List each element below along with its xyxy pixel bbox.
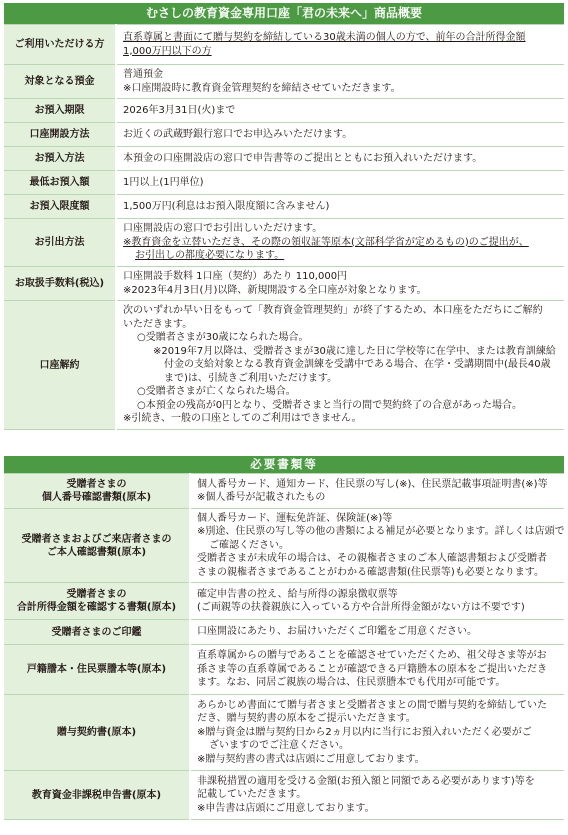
value-line: ご確認ください。 [209,539,289,551]
row-label-deposit-limit: お預入限度額 [4,195,116,219]
value-line: ※申告書は店頭にご用意しております。 [197,802,375,814]
table-row [4,147,564,171]
row-label-minimum-deposit: 最低お預入額 [4,171,116,195]
value-line: ※贈与資金は贈与契約日から2ヵ月以内に当行にお預入れいただく必要がご [197,726,532,738]
row-value-gift-contract [190,695,564,771]
row-label-identity-doc [4,509,190,583]
label-line: 受贈者さまの [66,479,127,490]
value-line: ○受贈者さまが30歳になられた場合。 [137,332,309,344]
value-line: 個人番号カード、通知カード、住民票の写し(※)、住民票記載事項証明書(※)等 [197,478,548,490]
value-line: ※引続き、一般の口座としてのご利用はできません。 [123,413,362,425]
table-row [4,695,564,771]
table-row [4,474,564,509]
value-line: 本預金の口座開設店の窓口で申告書等のご提出とともにお預入れいただけます。 [123,152,483,164]
value-line: ※2019年7月以降は、受贈者さまが30歳に達した日に学校等に在学中、または教育訓練給 [153,345,556,357]
required-documents-table [4,473,564,820]
row-value-family-register [190,645,564,695]
value-line: ※2023年4月3日(月)以降、新規開設する全口座が対象となります。 [123,284,427,296]
value-line: お引出しの都度必要になります。 [135,250,285,262]
row-value-income-doc [190,583,564,620]
row-label-eligibility: ご利用いただける方 [4,25,116,65]
value-line: ざいますのでご注意ください。 [209,740,349,752]
row-value-seal [190,620,564,645]
value-line: 2026年3月31日(火)まで [123,104,236,116]
row-value-deposit-method [116,147,564,171]
value-line: 口座開設店の窓口でお引出しいただけます。 [123,223,323,235]
row-label-withdrawal: お引出方法 [4,219,116,267]
required-documents-title: 必要書類等 [4,456,564,473]
value-line: さまの親権者さまであることがわかる確認書類(住民票等)も必要となります。 [197,566,545,578]
value-line: 孫さま等の直系尊属であることが確認できる戸籍謄本の原本をご提出いただき [197,663,547,675]
value-line: ます。なお、同居ご親族の場合は、住民票謄本でも代用が可能です。 [197,677,506,689]
row-value-identity-doc [190,509,564,583]
row-value-deposit-type [116,65,564,99]
row-label-fee: お取扱手数料(税込) [4,267,116,301]
value-line: 普通預金 [123,69,163,80]
product-overview-title: むさしの教育資金専用口座「君の未来へ」商品概要 [4,3,564,24]
value-line: 非課税措置の適用を受ける金額(お預入額と同額である必要があります)等を [197,775,535,787]
value-line: ※贈与契約書の書式は店頭にご用意しております。 [197,753,425,765]
row-value-opening-method [116,123,564,147]
table-row [4,509,564,583]
table-row [4,171,564,195]
row-label-income-doc [4,583,190,620]
label-line: ご本人確認書類(原本) [46,546,147,558]
table-row [4,123,564,147]
table-row [4,99,564,123]
table-row [4,583,564,620]
row-value-my-number-doc [190,474,564,509]
row-value-deposit-limit [116,195,564,219]
product-overview-table [4,24,564,430]
value-line: 直系尊属と書面にて贈与契約を締結している30歳未満の個人の方で、前年の合計所得金額 [123,32,526,43]
table-row [4,65,564,99]
row-label-my-number-doc [4,474,190,509]
required-documents-section [4,456,564,820]
value-line: ※教育資金を立替いただき、その際の領収証等原本(文部科学省が定めるもの)のご提出が、 [123,236,529,248]
value-line: 直系尊属からの贈与であることを確認させていただくため、祖父母さま等がお [197,650,547,662]
row-label-deposit-type: 対象となる預金 [4,65,116,99]
value-line: お近くの武蔵野銀行窓口でお申込みいただけます。 [123,128,353,140]
label-line: 贈与契約書(原本) [56,727,137,738]
value-line: ※別途、住民票の写し等の他の書類による補足が必要となります。詳しくは店頭で [197,526,565,538]
row-value-fee [116,267,564,301]
value-line: あらかじめ書面にて贈与者さまと受贈者さまとの間で贈与契約を締結していた [197,699,547,711]
row-label-cancellation: 口座解約 [4,301,116,430]
value-line: 次のいずれか早い日をもって「教育資金管理契約」が終了するため、本口座をただちにご解約 [123,305,543,317]
label-line: 受贈者さまおよびご来店者さまの [21,533,172,545]
row-label-deadline: お預入期限 [4,99,116,123]
value-line: 口座開設にあたり、お届けいただくご印鑑をご用意ください。 [197,626,477,638]
row-value-minimum-deposit [116,171,564,195]
label-line: 戸籍謄本・住民票謄本等(原本) [26,664,167,675]
value-line: (ご両親等の扶養親族に入っている方や合計所得金額がない方は不要です) [197,602,525,613]
table-row [4,301,564,430]
value-line: 確定申告書の控え、給与所得の源泉徴収票等 [197,588,398,600]
row-value-tax-exemption [190,771,564,820]
value-line: 記載していただきます。 [197,789,307,801]
table-row [4,219,564,267]
row-label-gift-contract [4,695,190,771]
row-label-tax-exemption [4,771,190,820]
table-row [4,645,564,695]
value-line: 1,000万円以下の方 [123,45,212,57]
table-row [4,267,564,301]
row-label-seal [4,620,190,645]
label-line: 受贈者さまの [66,589,127,600]
value-line: 個人番号カード、運転免許証、保険証(※)等 [197,512,393,524]
value-line: 口座開設手数料 1口座（契約）あたり 110,000円 [123,271,348,282]
value-line: ○受贈者さまが亡くなられた場合。 [137,386,296,398]
value-line: まで)は、引続きご利用いただけます。 [164,372,338,384]
value-line: 受贈者さまが未成年の場合は、その親権者さまのご本人確認書類および受贈者 [197,553,547,565]
value-line: ※個人番号が記載されたもの [197,492,326,503]
table-row [4,25,564,65]
row-value-withdrawal [116,219,564,267]
label-line: 個人番号確認書類(原本) [41,492,152,503]
row-value-deadline [116,99,564,123]
row-label-deposit-method: お預入方法 [4,147,116,171]
row-label-opening-method: 口座開設方法 [4,123,116,147]
value-line: いただきます。 [123,318,193,330]
table-row [4,195,564,219]
label-line: 合計所得金額を確認する書類(原本) [16,602,177,613]
label-line: 受贈者さまのご印鑑 [51,626,142,638]
row-label-family-register [4,645,190,695]
row-value-eligibility [116,25,564,65]
value-line: 付金の支給対象となる教育資金訓練を受講中である場合、在学・受講期間中(最長40歳 [164,359,551,371]
table-row [4,620,564,645]
row-value-cancellation [116,301,564,430]
value-line: ※口座開設時に教育資金管理契約を締結させていただきます。 [123,82,401,94]
value-line: ○本預金の残高が0円となり、受贈者さまと当行の間で契約終了の合意があった場合。 [137,399,522,411]
table-row [4,771,564,820]
value-line: 1,500万円(利息はお預入限度額に含みません) [123,200,330,212]
product-overview-section [4,3,564,430]
value-line: 1円以上(1円単位) [123,176,204,188]
value-line: だき、贈与契約書の原本をご提示いただきます。 [197,713,416,725]
label-line: 教育資金非課税申告書(原本) [31,789,162,801]
